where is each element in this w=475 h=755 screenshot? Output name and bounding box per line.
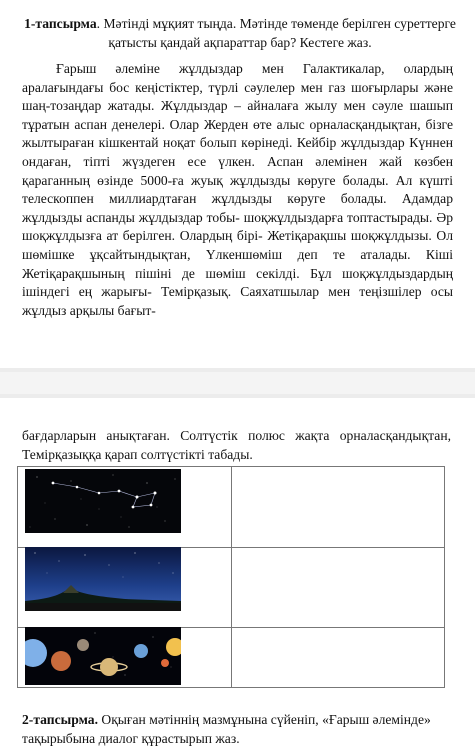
task2-label: 2-тапсырма. xyxy=(22,712,98,727)
answer-table xyxy=(17,466,445,688)
task1-label: 1-тапсырма xyxy=(24,16,97,31)
answer-cell[interactable] xyxy=(232,548,444,627)
task1-instruction: . Мәтінді мұқият тыңда. Мәтінде төменде берілген суреттерге қатысты қандай ақпараттар бар? Кестеге жаз. xyxy=(96,16,456,50)
page-gap xyxy=(0,368,475,398)
task1-heading xyxy=(20,14,460,52)
passage-continuation: бағдарларын анықтаған. Солтүстік полюс жақта орналасқандықтан, Темірқазыққа қарап солтүстікті табады. xyxy=(22,428,451,462)
answer-cell[interactable] xyxy=(232,467,444,547)
night-sky-image xyxy=(25,547,181,611)
passage-text: Ғарыш әлеміне жұлдыздар мен Галактикалар, олардың аралағындағы бос кеңістіктер, түрлі сәулелер мен газ шоғырлары және шаң-тозаңдар жатады. Жұлдыздар – айналаға жылу мен сәуле шашып тұратын аспан денелері. Олар Жерден өте алыс орналасқандықтан, бізге жылтыраған кішкентай ноқат болып көрінеді. Кейбір жұлдыздар Күннен ондаған, тіпті жүздеген есе үлкен. Аспан әлемінен жай көзбен қараганның өзінде 5000-ға жуық жұлдызды көруге болады. Ал күшті телескоппен миллиардтаған жұлдызды көруге болады. Адамдар жұлдызды аспанды жұлдыздар тобы- шоқжұлдыздарға топтастырады. Әр шоқжұлдызға ат берілген. Олардың бірі- Жетіқарақшы шоқжұлдызы. Ол шөмішке ұқсайтындықтан, Үлкеншөміш деп те аталады. Кіші Жетіқарақшының пішіні де шөміш секілді. Бұл шоқжұлдыздардың ішіндегі ең жарығы- Темірқазық. Саяхатшылар мен теңізшілер осы жұлдыз арқылы бағыт- xyxy=(22,61,453,318)
planets-image xyxy=(25,627,181,685)
answer-cell[interactable] xyxy=(232,628,444,687)
constellation-image xyxy=(25,469,181,533)
task2-heading xyxy=(22,710,452,748)
task2-instruction: Оқыған мәтіннің мазмұнына сүйеніп, «Ғарыш әлемінде» тақырыбына диалог құрастырып жаз. xyxy=(22,712,431,746)
